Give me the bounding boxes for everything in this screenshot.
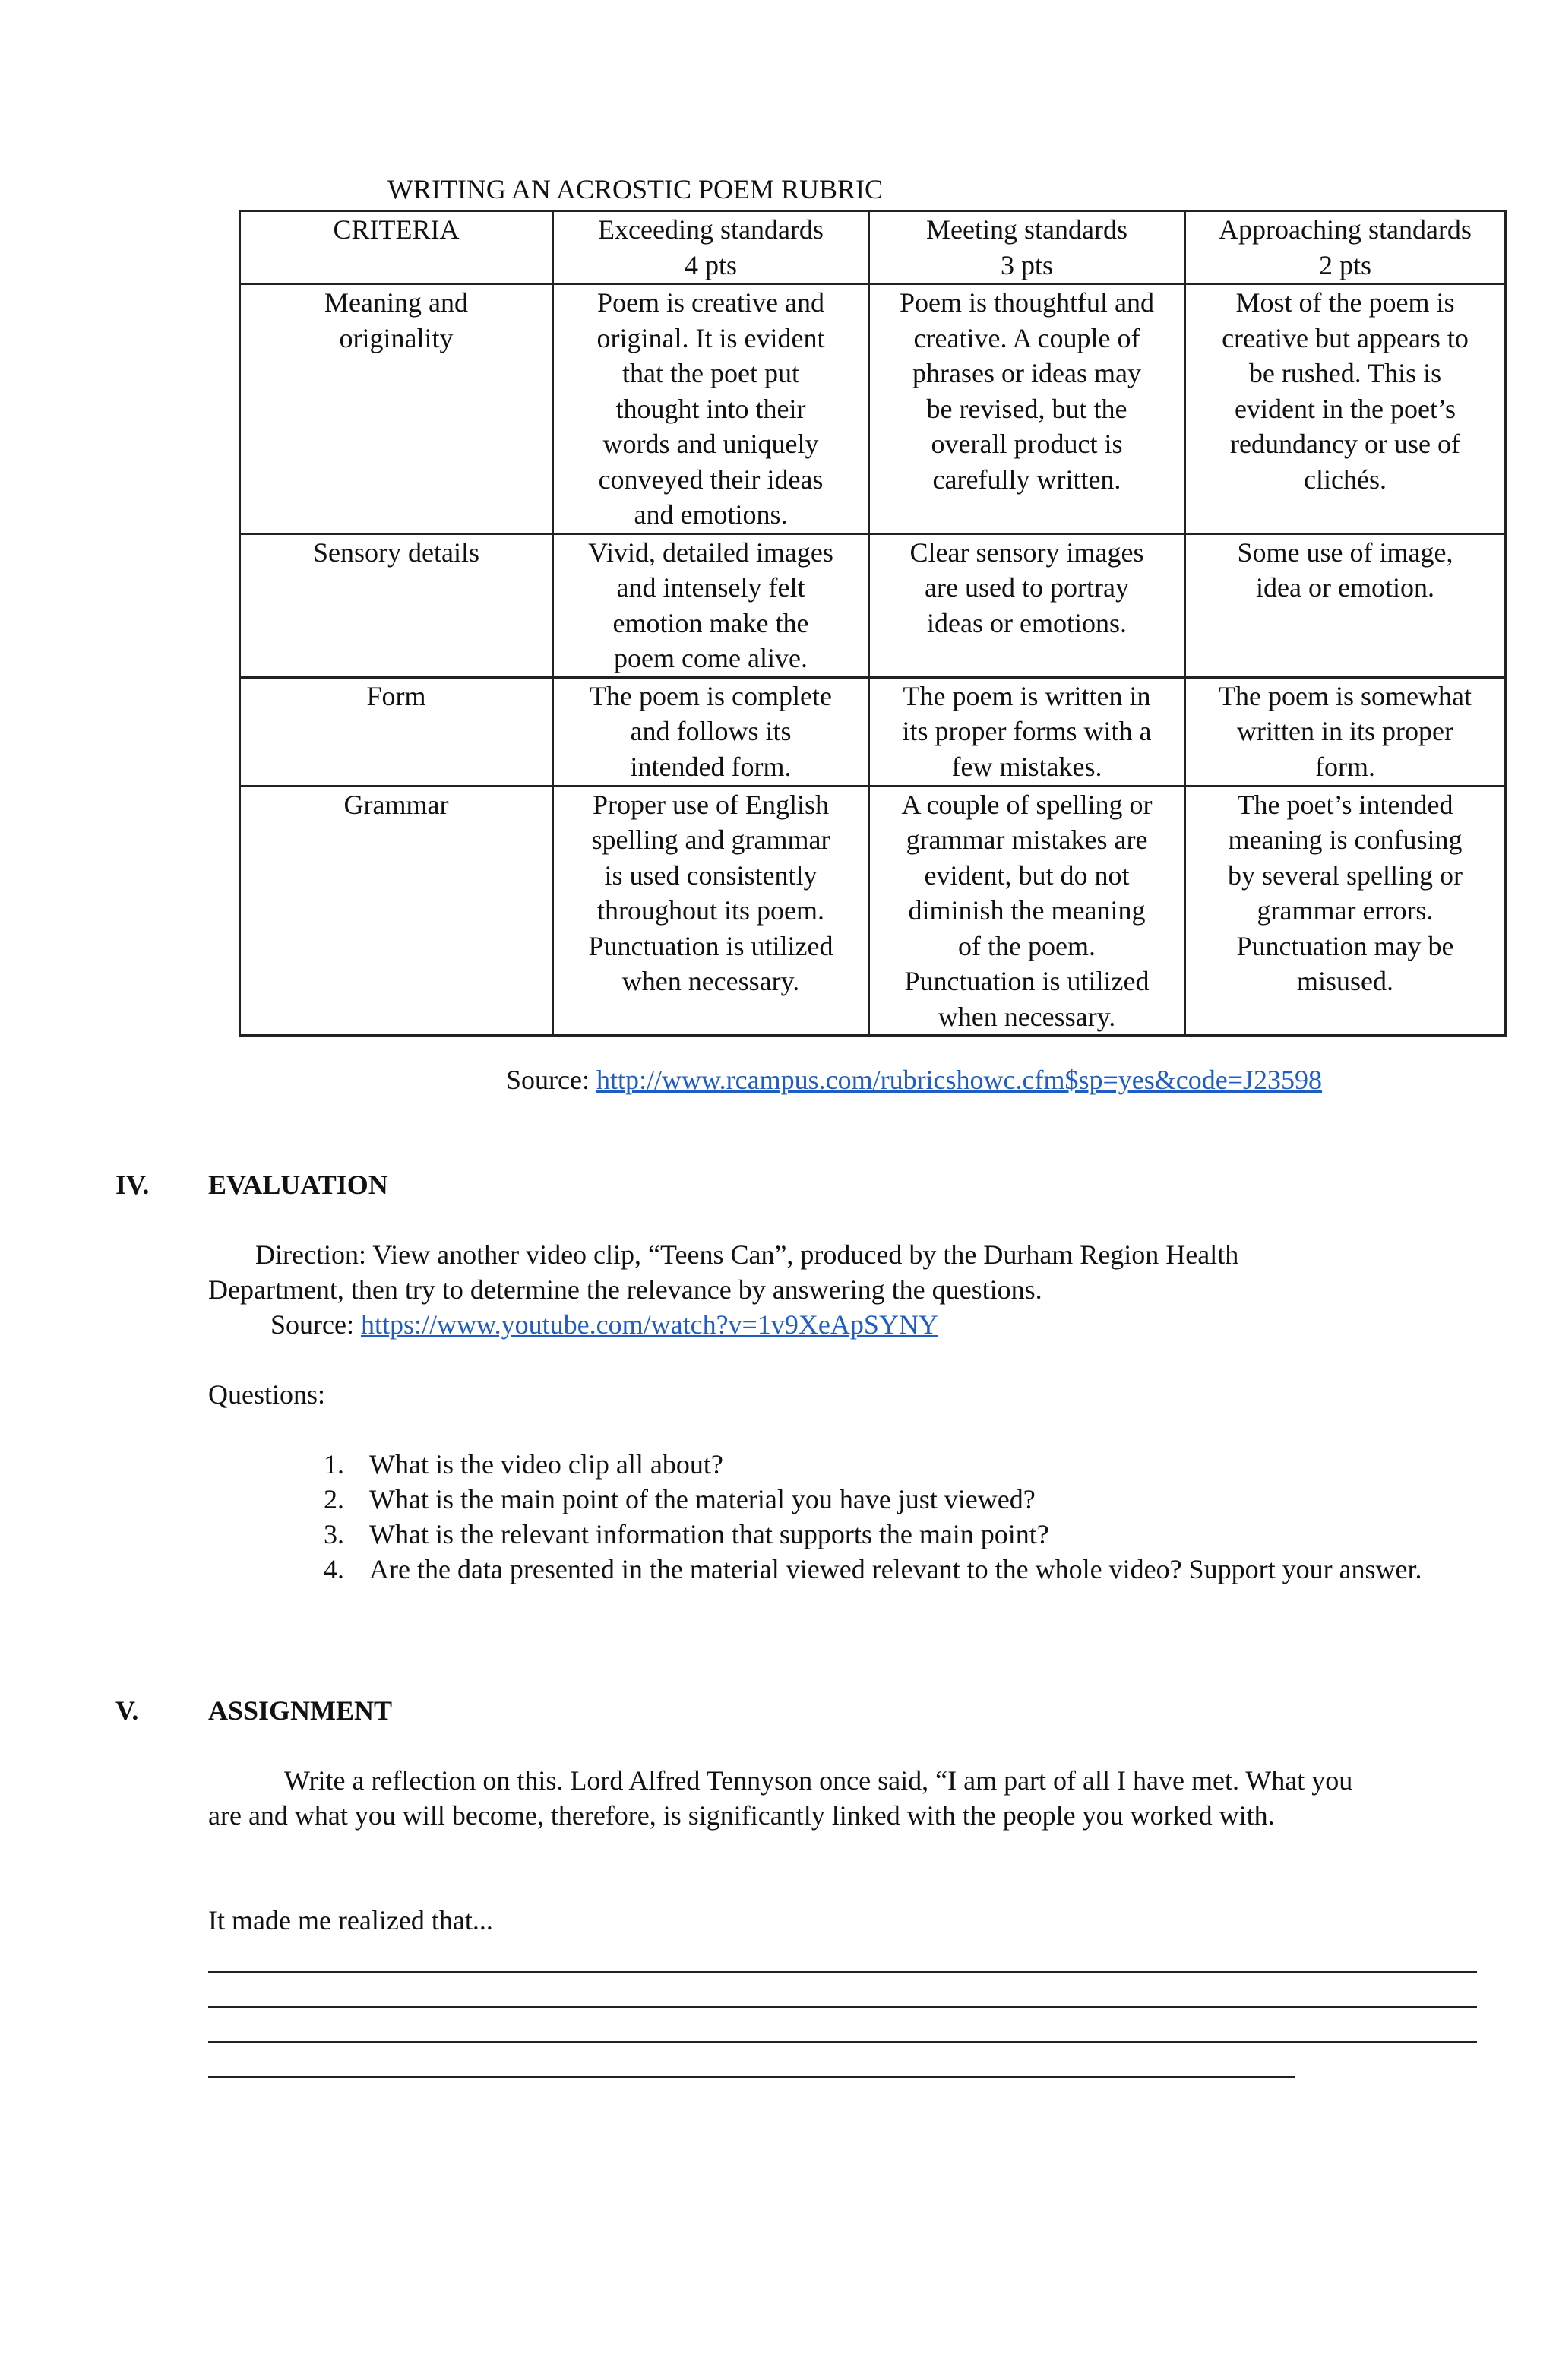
video-source [270, 1307, 938, 1342]
video-source-link[interactable]: https://www.youtube.com/watch?v=1v9XeApSYNY [360, 1309, 938, 1340]
cell-line: be rushed. This is [1248, 358, 1442, 388]
cell-line: and follows its [630, 716, 792, 746]
assignment-text-line-2: are and what you will become, therefore, is significantly linked with the people you worked with. [208, 1800, 1275, 1831]
cell-line: A couple of spelling or [901, 789, 1153, 820]
cell-line: and emotions. [634, 499, 788, 530]
cell-line: throughout its poem. [597, 895, 824, 926]
header-line: 2 pts [1318, 249, 1371, 280]
cell-line: The poem is complete [590, 680, 832, 711]
cell-line: Clear sensory images [909, 536, 1144, 568]
table-row [240, 533, 1506, 677]
cell-line: misused. [1296, 966, 1393, 996]
approaching-cell [1185, 677, 1506, 786]
cell-line: its proper forms with a [902, 716, 1152, 746]
cell-line: overall product is [931, 429, 1123, 459]
meeting-cell [869, 786, 1185, 1036]
question-text: What is the main point of the material you have just viewed? [369, 1484, 1036, 1514]
exceeding-cell [553, 284, 869, 534]
cell-line: when necessary. [621, 966, 800, 996]
cell-line: and intensely felt [616, 572, 805, 603]
cell-line: carefully written. [932, 464, 1121, 495]
header-line: Approaching standards [1219, 214, 1472, 245]
cell-line: Punctuation may be [1236, 930, 1454, 961]
cell-line: grammar mistakes are [906, 824, 1148, 855]
cell-line: is used consistently [604, 859, 818, 891]
table-row [240, 786, 1506, 1036]
cell-line: of the poem. [958, 930, 1096, 961]
question-number: 4. [324, 1554, 344, 1584]
criteria-cell [240, 786, 553, 1036]
cell-line: originality [339, 322, 454, 353]
cell-line: Some use of image, [1237, 536, 1453, 568]
cell-line: redundancy or use of [1230, 429, 1460, 459]
question-text: What is the relevant information that supports the main point? [369, 1519, 1049, 1549]
header-line: Exceeding standards [598, 214, 824, 245]
cell-line: phrases or ideas may [912, 358, 1141, 388]
question-text: What is the video clip all about? [369, 1449, 723, 1480]
cell-line: are used to portray [925, 572, 1129, 603]
cell-line: words and uniquely [602, 429, 819, 459]
cell-line: meaning is confusing [1228, 824, 1463, 855]
header-criteria [240, 211, 553, 284]
cell-line: The poem is written in [903, 680, 1151, 711]
list-item [313, 1552, 1453, 1587]
cell-line: spelling and grammar [591, 824, 830, 855]
question-number: 2. [324, 1484, 344, 1514]
cell-line: Form [366, 680, 426, 711]
answer-line [208, 2076, 1295, 2078]
cell-line: Grammar [343, 789, 449, 820]
cell-line: creative. A couple of [913, 322, 1140, 353]
exceeding-cell [553, 677, 869, 786]
cell-line: be revised, but the [926, 393, 1127, 424]
assignment-section-number: V. [115, 1695, 139, 1726]
cell-line: form. [1315, 751, 1375, 782]
evaluation-heading: EVALUATION [208, 1169, 388, 1200]
header-line: Meeting standards [926, 214, 1127, 245]
cell-line: when necessary. [938, 1001, 1116, 1032]
cell-line: that the poet put [622, 358, 799, 388]
rubric-source-link[interactable]: http://www.rcampus.com/rubricshowc.cfm$sp=yes&code=J23598 [596, 1065, 1323, 1095]
video-source-label: Source: [270, 1309, 361, 1340]
cell-line: grammar errors. [1257, 895, 1434, 926]
meeting-cell [869, 677, 1185, 786]
cell-line: conveyed their ideas [598, 464, 824, 495]
criteria-cell [240, 284, 553, 534]
exceeding-cell [553, 786, 869, 1036]
criteria-cell [240, 677, 553, 786]
cell-line: Poem is thoughtful and [900, 287, 1154, 318]
evaluation-section-number: IV. [115, 1169, 150, 1200]
approaching-cell [1185, 533, 1506, 677]
header-line: CRITERIA [333, 214, 460, 245]
table-row [240, 677, 1506, 786]
header-meeting [869, 211, 1185, 284]
list-item [313, 1517, 1453, 1552]
cell-line: Poem is creative and [597, 287, 824, 318]
header-line: 4 pts [684, 249, 737, 280]
direction-text-line-1: Direction: View another video clip, “Teens Can”, produced by the Durham Region Health [255, 1239, 1239, 1270]
assignment-text-line-1: Write a reflection on this. Lord Alfred Tennyson once said, “I am part of all I have met. What you [284, 1765, 1353, 1796]
cell-line: Vivid, detailed images [588, 536, 833, 568]
cell-line: evident, but do not [924, 859, 1130, 891]
cell-line: Proper use of English [593, 789, 829, 820]
meeting-cell [869, 284, 1185, 534]
direction-text-line-2: Department, then try to determine the relevance by answering the questions. [208, 1274, 1042, 1305]
approaching-cell [1185, 786, 1506, 1036]
cell-line: written in its proper [1237, 716, 1453, 746]
cell-line: few mistakes. [951, 751, 1102, 782]
cell-line: original. It is evident [596, 322, 825, 353]
cell-line: Sensory details [313, 536, 479, 568]
list-item [313, 1482, 1453, 1517]
rubric-source-label: Source: [506, 1065, 596, 1095]
question-text: Are the data presented in the material viewed relevant to the whole video? Support your answer. [369, 1554, 1422, 1584]
meeting-cell [869, 533, 1185, 677]
cell-line: diminish the meaning [908, 895, 1146, 926]
header-approaching [1185, 211, 1506, 284]
cell-line: clichés. [1304, 464, 1387, 495]
rubric-source [506, 1062, 1322, 1097]
answer-line [208, 1971, 1477, 1973]
cell-line: The poet’s intended [1237, 789, 1453, 820]
cell-line: Meaning and [324, 287, 468, 318]
list-item [313, 1447, 1453, 1482]
question-number: 1. [324, 1449, 344, 1480]
cell-line: Most of the poem is [1235, 287, 1455, 318]
answer-line [208, 2006, 1477, 2008]
cell-line: Punctuation is utilized [904, 966, 1150, 996]
answer-line [208, 2041, 1477, 2043]
rubric-table [239, 210, 1507, 1037]
table-row [240, 284, 1506, 534]
question-number: 3. [324, 1519, 344, 1549]
assignment-heading: ASSIGNMENT [208, 1695, 393, 1726]
cell-line: creative but appears to [1222, 322, 1469, 353]
exceeding-cell [553, 533, 869, 677]
cell-line: evident in the poet’s [1235, 393, 1456, 424]
criteria-cell [240, 533, 553, 677]
rubric-header-row [240, 211, 1506, 284]
approaching-cell [1185, 284, 1506, 534]
cell-line: emotion make the [612, 607, 809, 638]
cell-line: by several spelling or [1228, 859, 1463, 891]
cell-line: idea or emotion. [1256, 572, 1434, 603]
header-line: 3 pts [1000, 249, 1053, 280]
rubric-title: WRITING AN ACROSTIC POEM RUBRIC [387, 174, 884, 204]
cell-line: thought into their [615, 393, 806, 424]
questions-list [313, 1447, 1453, 1587]
reflection-prompt: It made me realized that... [208, 1905, 493, 1935]
cell-line: ideas or emotions. [927, 607, 1127, 638]
questions-label: Questions: [208, 1379, 326, 1410]
cell-line: poem come alive. [614, 643, 808, 673]
cell-line: Punctuation is utilized [588, 930, 833, 961]
cell-line: intended form. [630, 751, 792, 782]
cell-line: The poem is somewhat [1219, 680, 1472, 711]
header-exceeding [553, 211, 869, 284]
